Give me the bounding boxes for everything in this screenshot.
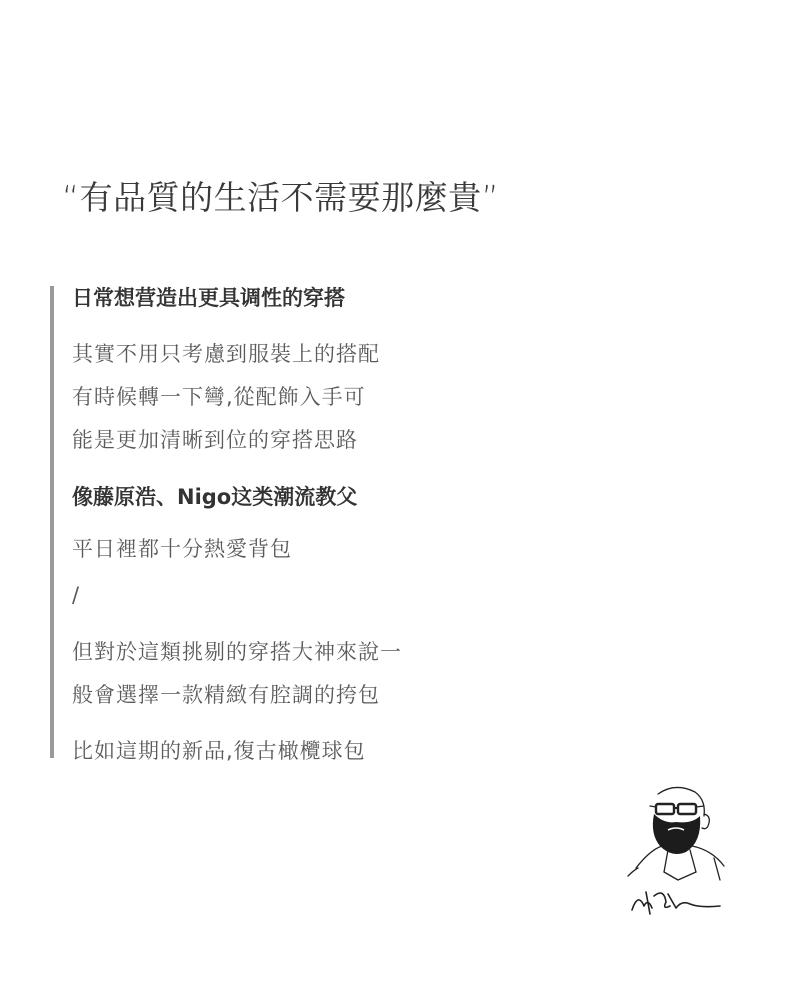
section-subtitle: 像藤原浩、Nigo这类潮流教父 (72, 485, 358, 509)
headline: “有品質的生活不需要那麼貴” (62, 178, 500, 217)
body-line: 其實不用只考慮到服裝上的搭配 (72, 342, 380, 366)
body-line: 能是更加清晰到位的穿搭思路 (72, 428, 358, 452)
body-line: 有時候轉一下彎,從配飾入手可 (72, 385, 366, 409)
body-line: 但對於這類挑剔的穿搭大神來說一 (72, 640, 402, 664)
body-line: 比如這期的新品,復古橄欖球包 (72, 739, 366, 763)
body-line: / (72, 583, 81, 607)
bearded-man-illustration (620, 780, 730, 920)
body-line: 平日裡都十分熱愛背包 (72, 537, 292, 561)
section-subtitle: 日常想营造出更具调性的穿搭 (72, 286, 345, 310)
quote-block (50, 286, 450, 763)
body-line: 般會選擇一款精緻有腔調的挎包 (72, 683, 380, 707)
